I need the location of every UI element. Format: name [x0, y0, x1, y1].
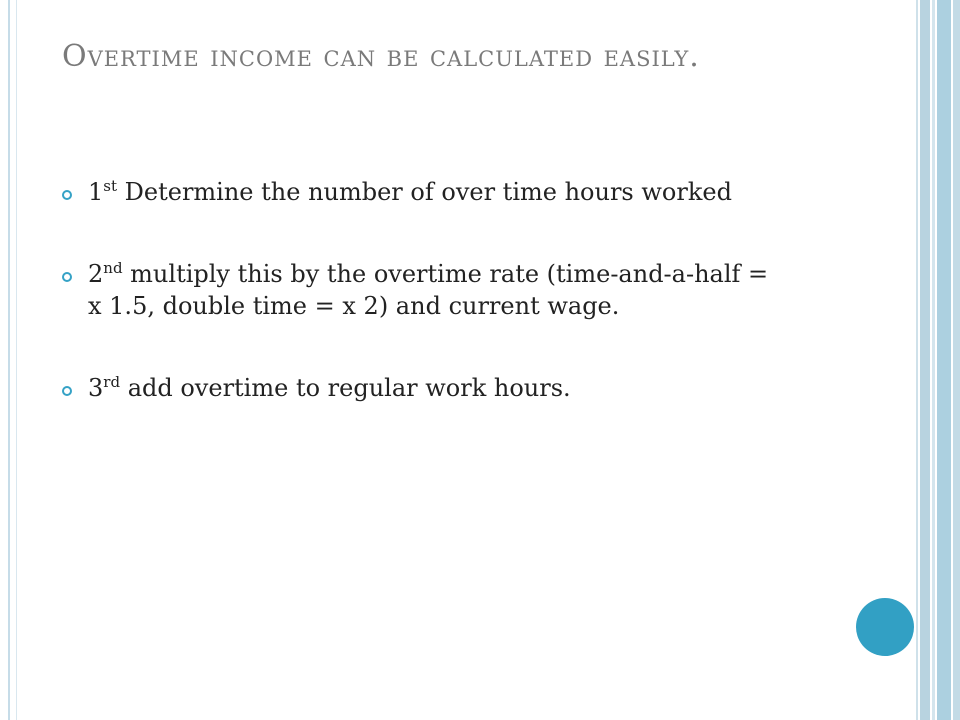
bullet-item-2 — [62, 258, 782, 322]
bullet-item-1 — [62, 176, 782, 208]
right-stripe — [916, 0, 918, 720]
bullet-text: Determine the number of over time hours worked — [117, 178, 732, 206]
slide-title: Overtime income can be calculated easily. — [62, 39, 700, 74]
bullet-text: multiply this by the overtime rate (time-and-a-half = x 1.5, double time = x 2) and current wage. — [88, 260, 769, 320]
right-stripe — [937, 0, 951, 720]
bullet-item-3 — [62, 372, 782, 404]
bullet-ordinal: 2 — [88, 260, 104, 288]
bullet-ordinal-suffix: st — [103, 177, 118, 195]
bullet-ordinal: 1 — [88, 178, 104, 206]
bullet-ordinal-suffix: rd — [103, 373, 121, 391]
bullet-ring-icon — [62, 272, 72, 282]
accent-circle — [856, 598, 914, 656]
right-stripe — [932, 0, 935, 720]
bullet-ordinal: 3 — [88, 374, 104, 402]
left-frame-inner-line — [16, 0, 17, 720]
right-stripe — [920, 0, 930, 720]
bullet-list — [62, 176, 782, 454]
bullet-ring-icon — [62, 190, 72, 200]
bullet-ordinal-suffix: nd — [103, 259, 123, 277]
left-frame-line — [8, 0, 10, 720]
bullet-ring-icon — [62, 386, 72, 396]
bullet-text: add overtime to regular work hours. — [120, 374, 571, 402]
right-stripe — [953, 0, 960, 720]
